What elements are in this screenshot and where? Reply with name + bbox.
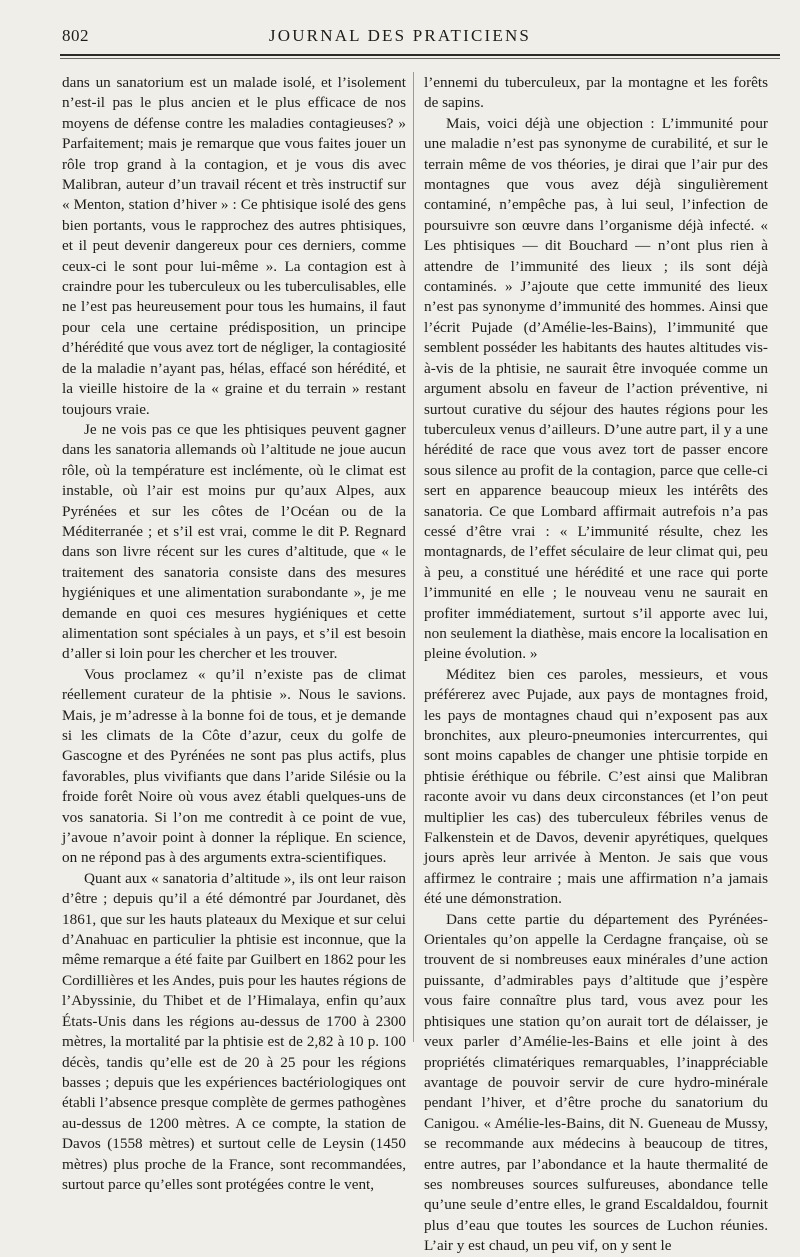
paragraph: Quant aux « sanatoria d’altitude », ils ont leur raison d’être ; depuis qu’il a été démontré par Jourdanet, dès 1861, que sur les hauts plateaux du Mexique et sur celui d’Anahuac en particulier la phtisie est inconnue, que la même remarque a été faite par Guilbert en 1862 pour les Cordillières et les Andes, puis pour les hautes régions de l’Abyssinie, du Thibet et de l’Himalaya, enfin qu’aux États-Unis dans les régions au-dessus de 1700 à 2300 mètres, la mortalité par la phtisie est de 2,82 à 10 p. 100 décès, tandis qu’elle est de 20 à 25 pour les régions basses ; depuis que les expériences bactériologiques ont établi l’absence presque complète de germes pathogènes au-dessus de 1200 mètres. A ce compte, la station de Davos (1558 mètres) et surtout celle de Leysin (1450 mètres) plus proche de la France, sont recommandées, surtout parce qu’elles sont protégées contre le vent, (62, 869, 406, 1193)
paragraph: Je ne vois pas ce que les phtisiques peuvent gagner dans les sanatoria allemands où l’altitude ne joue aucun rôle, où la température est inclémente, où le climat est instable, où l’air est moins pur qu’aux Alpes, aux Pyrénées et sur les côtes de l’Océan ou de la Méditerranée ; et s’il est vrai, comme le dit P. Regnard dans son livre récent sur les cures d’altitude, que « le traitement des sanatoria consiste dans des mesures hygiéniques et une alimentation surabondante », je me demande en quoi ces mesures hygiéniques et cette alimentation sont spéciales à un pays, et s’il est besoin d’aller si loin pour les chercher et les trouver. (62, 420, 406, 663)
page-header (0, 26, 800, 50)
running-title: JOURNAL DES PRATICIENS (268, 26, 532, 45)
paragraph: Dans cette partie du département des Pyrénées-Orientales qu’on appelle la Cerdagne française, où se trouvent de si nombreuses eaux minérales d’une action puissante, d’admirables pays d’altitude que j’espère vous faire connaître plus tard, vous avez pour les phtisiques une station qu’on aurait tort de délaisser, je veux parler d’Amélie-les-Bains et elle joint à des propriétés climatériques remarquables, l’inappréciable avantage de pouvoir servir de cure hydro-minérale pendant l’hiver, et d’être proche du sanatorium du Canigou. « Amélie-les-Bains, dit N. Gueneau de Mussy, se recommande aux médecins à beaucoup de titres, entre autres, par l’abondance et la haute thermalité de ses nombreuses sources sulfureuses, abondance telle qu’une seule d’entre elles, le grand Escaldaldou, fournit plus d’eau que toutes les sources de Luchon réunies. L’air y est chaud, un peu vif, on y sent le (424, 910, 768, 1255)
paragraph: Vous proclamez « qu’il n’existe pas de climat réellement curateur de la phtisie ». Nous le savions. Mais, je m’adresse à la bonne foi de tous, et je demande si les climats de la Côte d’azur, ceux du golfe de Gascogne et des Pyrénées ne sont pas plus actifs, plus favorables, plus vivifiants que dans l’aride Silésie ou la froide forêt Noire où vous avez établi quelques-uns de vos sanatoria. Si l’on me contredit à ce point de vue, j’avoue n’avoir point à donner la réplique. En science, on ne répond pas à des arguments extra-scientifiques. (62, 665, 406, 867)
column-divider (413, 72, 414, 1042)
right-column (424, 73, 768, 1255)
page-number: 802 (62, 26, 89, 45)
paragraph: l’ennemi du tuberculeux, par la montagne et les forêts de sapins. (424, 74, 768, 112)
paragraph: Méditez bien ces paroles, messieurs, et vous préférerez avec Pujade, aux pays de montagnes froid, les pays de montagnes chaud qui n’exposent pas aux bronchites, aux pleuro-pneumonies intercurrentes, qui sont moins capables de changer une phtisie torpide en phtisie éréthique ou fébrile. C’est ainsi que Malibran raconte avoir vu dans deux circonstances (et l’on peut multiplier les cas) des tuberculeux fébriles venus de Falkenstein et de Davos, devenir apyrétiques, quelques jours après leur arrivée à Menton. Je sais que vous affirmez le contraire ; mais une affirmation n’a jamais été une démonstration. (424, 665, 768, 908)
header-rule (60, 54, 780, 56)
paragraph: Mais, voici déjà une objection : L’immunité pour une maladie n’est pas synonyme de curabilité, et sur le terrain même de vos théories, je dirai que l’air pur des montagnes que vous avez déjà singulièrement contaminé, n’empêche pas, à lui seul, l’infection de poursuivre son œuvre dans l’organisme déjà infecté. « Les phtisiques — dit Bouchard — n’ont plus rien à attendre de l’immunité des lieux ; ils sont déjà contaminés. » J’ajoute que cette immunité des lieux n’est pas synonyme d’immunité des hommes. Ainsi que l’écrit Pujade (d’Amélie-les-Bains), l’immunité que semblent posséder les habitants des hautes altitudes vis-à-vis de la phtisie, ne saurait être invoquée comme un argument absolu en faveur de l’action préventive, ni surtout curative du séjour des hautes régions pour les tuberculeux venus d’ailleurs. D’une autre part, il y a une hérédité de race que vous avez tort de passer encore sous silence au profit de la contagion, parce que celle-ci sert en apparence beaucoup mieux les intérêts des sanatoria. Ce que Lombard affirmait autrefois n’a pas cessé d’être vrai : « L’immunité résulte, chez les montagnards, de l’effet séculaire de leur climat qui, peu à peu, a constitué une hérédité et une race qui porte l’immunité en elle ; le nouveau venu ne saurait en profiter immédiatement, surtout s’il apporte avec lui, non seulement la diathèse, mais encore la localisation en pleine évolution. » (424, 114, 768, 663)
paragraph: dans un sanatorium est un malade isolé, et l’isolement n’est-il pas le plus ancien et le plus efficace de nos moyens de défense contre les maladies contagieuses? » Parfaitement; mais je remarque que vous faites jouer un rôle trop grand à la contagion, et je vous dis avec Malibran, auteur d’un travail récent et très instructif sur « Menton, station d’hiver » : Ce phtisique isolé des gens bien portants, vous le rapprochez des autres phtisiques, et il peut devenir dangereux pour ces derniers, comme ceux-ci le sont pour lui-même ». La contagion est à craindre pour les tuberculeux ou les tuberculisables, elle ne l’est pas heureusement pour tous les humains, il faut pour cela une certaine prédisposition, un principe d’hérédité que vous avez tort de négliger, la contagiosité de la maladie n’ayant pas, hélas, effacé son hérédité, et la vieille histoire de la « graine et du terrain » restant toujours vraie. (62, 74, 406, 418)
header-rule-thin (60, 58, 780, 59)
left-column (62, 73, 406, 1193)
